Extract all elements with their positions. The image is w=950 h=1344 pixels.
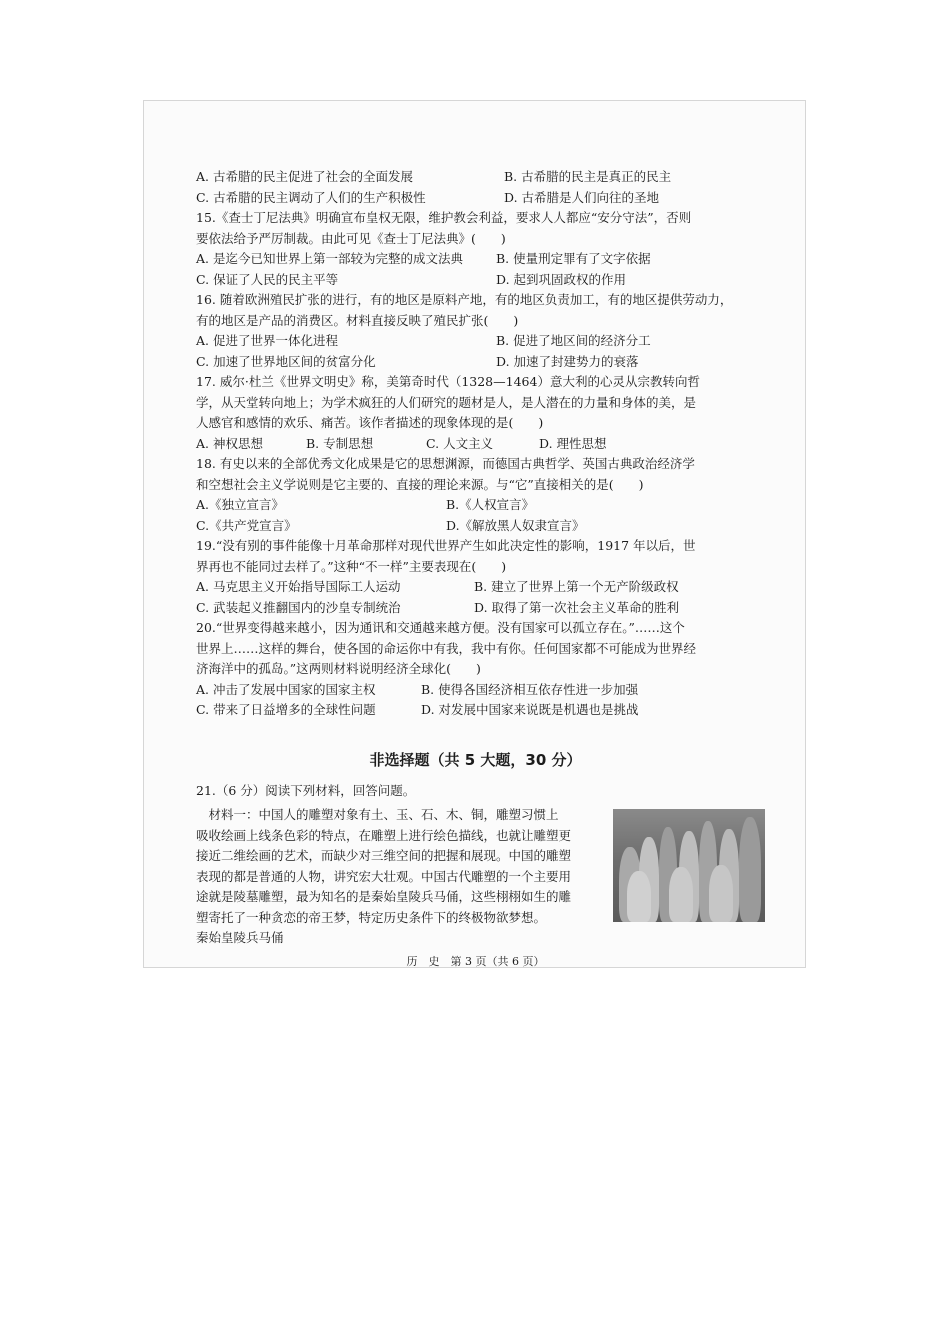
q18-options-row1	[196, 495, 771, 516]
questions-block	[196, 167, 771, 721]
q20-option-b: B. 使得各国经济相互依存性进一步加强	[421, 681, 639, 697]
material-line: 接近二维绘画的艺术，而缺少对三维空间的把握和展现。中国的雕塑	[196, 848, 572, 863]
material-line: 塑寄托了一种贪恋的帝王梦，特定历史条件下的终极物欲梦想。	[196, 909, 547, 925]
q16-option-a: A. 促进了世界一体化进程	[196, 333, 338, 348]
q16-option-c: C. 加速了世界地区间的贫富分化	[196, 353, 376, 369]
q19-option-c: C. 武装起义推翻国内的沙皇专制统治	[196, 599, 401, 615]
q15-option-a: A. 是迄今已知世界上第一部较为完整的成文法典	[196, 251, 463, 266]
q18-option-a: A.《独立宣言》	[196, 497, 285, 512]
q16-options-row1	[196, 331, 771, 352]
q20-options-row2	[196, 700, 771, 721]
material-line: 材料一：中国人的雕塑对象有土、玉、石、木、铜，雕塑习惯上	[196, 807, 559, 822]
q19-stem-line1: 19.“没有别的事件能像十月革命那样对现代世界产生如此决定性的影响，1917 年以后，世	[196, 538, 696, 553]
q18-stem-line1: 18. 有史以来的全部优秀文化成果是它的思想渊源，而德国古典哲学、英国古典政治经济学	[196, 456, 695, 471]
q14-options-row1	[196, 167, 771, 188]
q16-stem-line2: 有的地区是产品的消费区。材料直接反映了殖民扩张( )	[196, 312, 519, 328]
q20-option-d: D. 对发展中国家来说既是机遇也是挑战	[421, 702, 639, 717]
material-line: 途就是陵墓雕塑，最为知名的是秦始皇陵兵马俑，这些栩栩如生的雕	[196, 889, 572, 904]
q15-stem-line2: 要依法给予严厉制裁。由此可见《查士丁尼法典》( )	[196, 230, 506, 246]
q15-options-row2	[196, 270, 771, 291]
q18-options-row2	[196, 516, 771, 537]
q15-option-b: B. 使量刑定罪有了文字依据	[496, 251, 651, 266]
q18-stem-line2: 和空想社会主义学说则是它主要的、直接的理论来源。与“它”直接相关的是( )	[196, 476, 644, 492]
q15-stem-line1: 15.《查士丁尼法典》明确宣布皇权无限，维护教会利益，要求人人都应“安分守法”，否则	[196, 210, 692, 225]
q19-options-row2	[196, 598, 771, 619]
q17-stem-line1: 17. 威尔·杜兰《世界文明史》称，美第奇时代（1328—1464）意大利的心灵从宗教转向哲	[196, 374, 700, 389]
photo-caption: 秦始皇陵兵马俑	[196, 930, 284, 945]
q19-stem-line2: 界再也不能同过去样了。”这种“不一样”主要表现在( )	[196, 558, 507, 574]
q20-stem-line2: 世界上……这样的舞台，使各国的命运你中有我，我中有你。任何国家都不可能成为世界经	[196, 640, 697, 656]
q14-option-d: D. 古希腊是人们向往的圣地	[504, 189, 660, 205]
terracotta-warriors-photo	[613, 809, 765, 922]
material-one	[196, 805, 604, 949]
q16-option-d: D. 加速了封建势力的衰落	[496, 353, 639, 369]
q19-option-d: D. 取得了第一次社会主义革命的胜利	[474, 599, 680, 615]
q20-options-row1	[196, 680, 771, 701]
q16-option-b: B. 促进了地区间的经济分工	[496, 333, 651, 348]
material-line: 吸收绘画上线条色彩的特点，在雕塑上进行绘色描线，也就让雕塑更	[196, 827, 572, 843]
q19-option-a: A. 马克思主义开始指导国际工人运动	[196, 579, 401, 594]
q20-stem-line3: 济海洋中的孤岛。”这两则材料说明经济全球化( )	[196, 661, 481, 676]
q14-option-a: A. 古希腊的民主促进了社会的全面发展	[196, 169, 413, 184]
q17-stem-line2: 学，从天堂转向地上；为学术疯狂的人们研究的题材是人，是人潜在的力量和身体的美，是	[196, 394, 697, 410]
q20-option-a: A. 冲击了发展中国家的国家主权	[196, 681, 376, 697]
section-title: 非选择题（共 5 大题，30 分）	[369, 751, 582, 769]
q16-stem-line1: 16. 随着欧洲殖民扩张的进行，有的地区是原料产地，有的地区负责加工，有的地区提供劳动力，	[196, 292, 733, 307]
q15-option-c: C. 保证了人民的民主平等	[196, 271, 339, 287]
q14-option-c: C. 古希腊的民主调动了人们的生产积极性	[196, 189, 426, 205]
q17-options-row	[196, 434, 771, 455]
q20-option-c: C. 带来了日益增多的全球性问题	[196, 702, 376, 717]
q19-options-row1	[196, 577, 771, 598]
q17-option-c: C. 人文主义	[426, 435, 494, 451]
q14-options-row2	[196, 188, 771, 209]
q15-option-d: D. 起到巩固政权的作用	[496, 271, 627, 287]
q20-stem-line1: 20.“世界变得越来越小，因为通讯和交通越来越方便。没有国家可以孤立存在。”……这个	[196, 620, 685, 635]
q14-option-b: B. 古希腊的民主是真正的民主	[504, 169, 672, 184]
exam-page	[143, 100, 806, 968]
q18-option-b: B.《人权宣言》	[446, 497, 535, 512]
q18-option-d: D.《解放黑人奴隶宣言》	[446, 517, 585, 533]
page-footer: 历 史 第 3 页（共 6 页）	[406, 955, 545, 968]
q21-stem: 21.（6 分）阅读下列材料，回答问题。	[196, 783, 416, 798]
q17-stem-line3: 人感官和感情的欢乐、痛苦。该作者描述的现象体现的是( )	[196, 415, 544, 430]
q17-option-a: A. 神权思想	[196, 435, 263, 451]
q16-options-row2	[196, 352, 771, 373]
q15-options-row1	[196, 249, 771, 270]
material-line: 表现的都是普通的人物，讲究宏大壮观。中国古代雕塑的一个主要用	[196, 868, 572, 884]
q17-option-b: B. 专制思想	[306, 435, 374, 451]
q17-option-d: D. 理性思想	[539, 435, 607, 451]
q19-option-b: B. 建立了世界上第一个无产阶级政权	[474, 579, 679, 594]
q18-option-c: C.《共产党宣言》	[196, 517, 297, 533]
